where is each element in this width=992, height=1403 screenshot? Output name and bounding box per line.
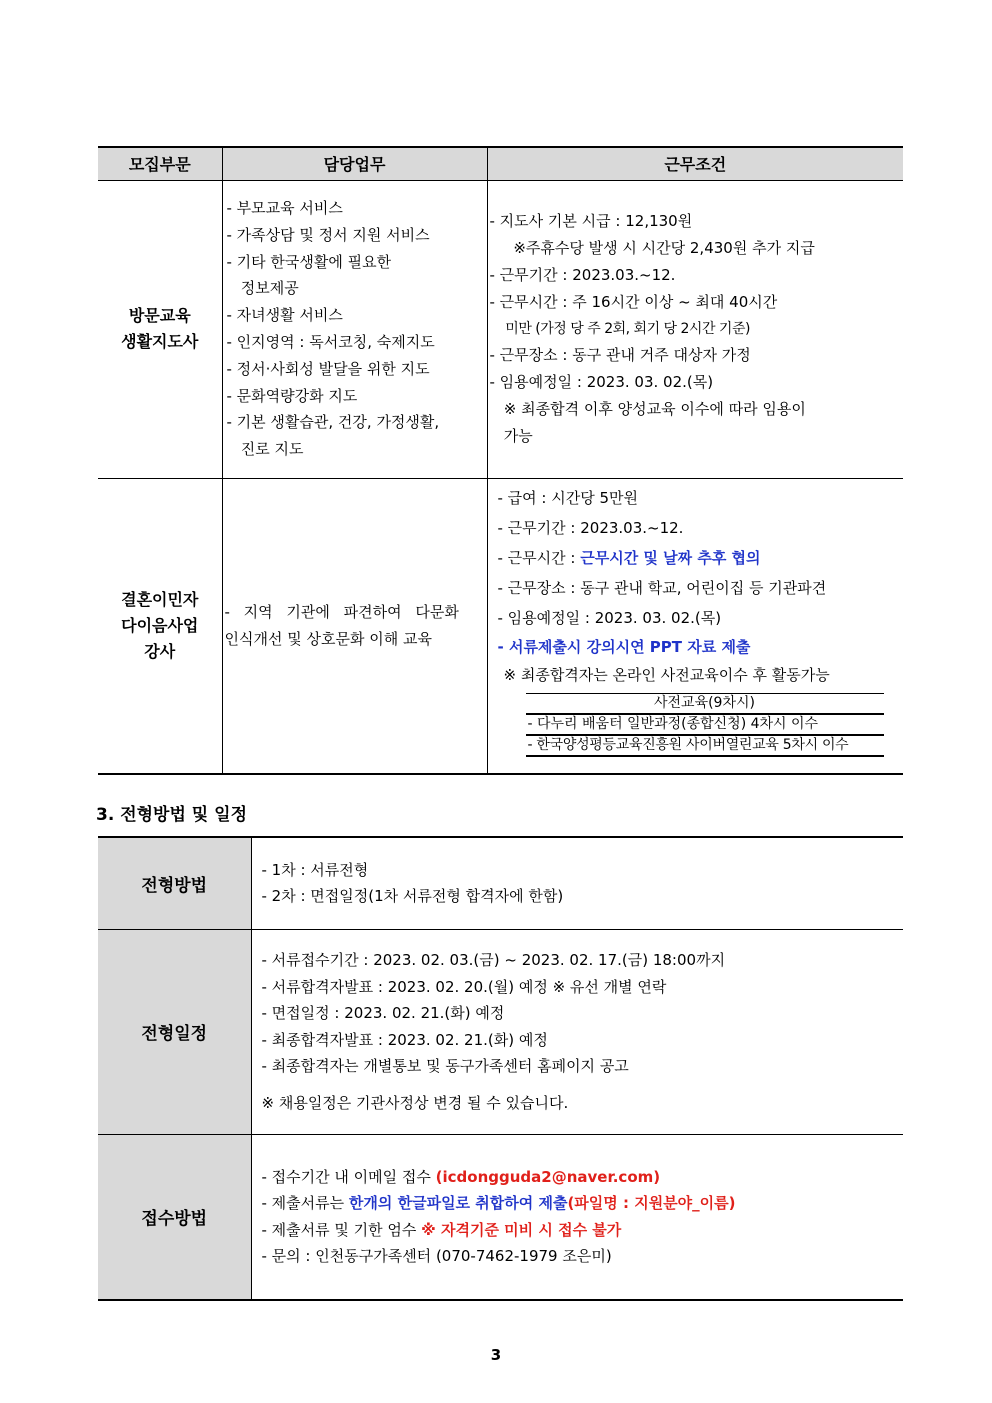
condition-item: ※ 최종합격 이후 양성교육 이수에 따라 임용이 [489, 399, 806, 418]
condition-item: - 근무장소 : 동구 관내 거주 대상자 가정 [489, 346, 751, 365]
category-line: 결혼이민자 [121, 589, 199, 609]
condition-item: ※주휴수당 발생 시 시간당 2,430원 추가 지급 [489, 239, 815, 258]
duty-item: 진로 지도 [226, 440, 304, 459]
duty-item: - 정서·사회성 발달을 위한 지도 [226, 359, 430, 378]
receipt-label: 접수방법 [98, 1134, 251, 1300]
method-line: - 2차 : 면접일정(1차 서류전형 합격자에 한함) [261, 887, 564, 906]
condition-item: - 근무기간 : 2023.03.~12. [489, 266, 676, 284]
duty-item: - 기본 생활습관, 건강, 가정생활, [226, 413, 440, 432]
category-line: 방문교육 [128, 306, 191, 325]
pre-education-item: - 한국양성평등교육진흥원 사이버열린교육 5차시 이수 [526, 735, 884, 756]
condition-item: - 임용예정일 : 2023. 03. 02.(목) [489, 373, 714, 392]
filename-rule: (파일명 : 지원분야_이름) [567, 1194, 736, 1213]
recruit-table [98, 146, 903, 775]
method-label: 전형방법 [98, 837, 251, 929]
schedule-label: 전형일정 [98, 929, 251, 1134]
deadline-warning: ※ 자격기준 미비 시 접수 불가 [421, 1220, 622, 1239]
duty-item: - 기타 한국생활에 필요한 [226, 252, 392, 271]
condition-item: - 지도사 기본 시급 : 12,130원 [489, 212, 693, 231]
table-row [98, 929, 903, 1134]
condition-item: 미만 (가정 당 주 2회, 회기 당 2시간 기준) [489, 320, 750, 337]
receipt-text: - 접수기간 내 이메일 접수 [261, 1167, 436, 1186]
conditions-cell [487, 478, 903, 774]
duty-item: - 가족상담 및 정서 지원 서비스 [226, 225, 430, 244]
condition-item [498, 543, 904, 573]
duty-item: - 지역 기관에 파견하여 다문화 [224, 602, 459, 621]
receipt-line [262, 1190, 904, 1217]
condition-item: - 근무기간 : 2023.03.~12. [497, 518, 684, 537]
duties-cell [222, 478, 487, 774]
pre-education-table [526, 693, 884, 757]
header-conditions: 근무조건 [487, 147, 903, 180]
duty-item: - 자녀생활 서비스 [226, 306, 343, 325]
category-line: 강사 [144, 641, 176, 661]
duty-item: 정보제공 [226, 279, 299, 298]
receipt-content [251, 1134, 903, 1300]
category-cell [98, 478, 222, 774]
schedule-line: - 서류합격자발표 : 2023. 02. 20.(월) 예정 ※ 유선 개별 연락 [261, 977, 667, 996]
category-line: 다이음사업 [121, 615, 199, 635]
condition-item: - 근무장소 : 동구 관내 학교, 어린이집 등 기관파견 [497, 578, 827, 597]
schedule-line: - 면접일정 : 2023. 02. 21.(화) 예정 [261, 1004, 505, 1022]
method-content [251, 837, 903, 929]
schedule-line: - 최종합격자는 개별통보 및 동구가족센터 홈페이지 공고 [261, 1057, 629, 1075]
ppt-note: - 서류제출시 강의시연 PPT 자료 제출 [497, 637, 751, 656]
schedule-content [251, 929, 903, 1134]
duty-item: - 문화역량강화 지도 [226, 386, 358, 405]
duties-cell [222, 180, 487, 478]
condition-item: - 임용예정일 : 2023. 03. 02.(목) [497, 608, 722, 627]
condition-item: 가능 [489, 426, 533, 445]
condition-item: - 급여 : 시간당 5만원 [497, 488, 639, 507]
table-row [98, 180, 903, 478]
receipt-text: - 제출서류는 [261, 1194, 349, 1213]
header-category: 모집부문 [98, 147, 222, 180]
receipt-text: - 제출서류 및 기한 엄수 [261, 1220, 422, 1239]
schedule-line: - 최종합격자발표 : 2023. 02. 21.(화) 예정 [261, 1030, 548, 1049]
pre-education-item: - 다누리 배움터 일반과정(종합신청) 4차시 이수 [526, 714, 884, 735]
schedule-line: - 서류접수기간 : 2023. 02. 03.(금) ~ 2023. 02. 17.(금) 18:00까지 [261, 951, 726, 969]
header-duties: 담당업무 [222, 147, 487, 180]
schedule-note: ※ 채용일정은 기관사정상 변경 될 수 있습니다. [261, 1093, 569, 1112]
edu-note: ※ 최종합격자는 온라인 사전교육이수 후 활동가능 [503, 665, 830, 684]
category-line: 생활지도사 [121, 332, 199, 351]
table-row [98, 837, 903, 929]
work-hours-label: - 근무시간 : [497, 548, 581, 567]
duty-item: - 인지영역 : 독서코칭, 숙제지도 [226, 333, 435, 351]
contact-line: - 문의 : 인천동구가족센터 (070-7462-1979 조은미) [261, 1247, 612, 1266]
method-line: - 1차 : 서류전형 [261, 860, 369, 879]
selection-table [98, 836, 903, 1301]
recruit-table-header [98, 147, 903, 180]
table-row [98, 1134, 903, 1300]
receipt-line [262, 1217, 904, 1244]
conditions-cell [487, 180, 903, 478]
table-row [98, 478, 903, 774]
work-hours-value: 근무시간 및 날짜 추후 협의 [580, 548, 761, 567]
category-cell [98, 180, 222, 478]
section-title: 3. 전형방법 및 일정 [96, 805, 247, 825]
receipt-line [262, 1164, 904, 1191]
docs-instruction: 한개의 한글파일로 취합하여 제출 [348, 1194, 568, 1213]
email-address: (icdongguda2@naver.com) [435, 1167, 661, 1186]
duty-item: - 부모교육 서비스 [226, 199, 343, 218]
pre-education-title: 사전교육(9차시) [526, 693, 884, 714]
duty-item: 인식개선 및 상호문화 이해 교육 [224, 629, 432, 648]
condition-item: - 근무시간 : 주 16시간 이상 ~ 최대 40시간 [489, 292, 778, 311]
page-number: 3 [490, 1346, 502, 1364]
